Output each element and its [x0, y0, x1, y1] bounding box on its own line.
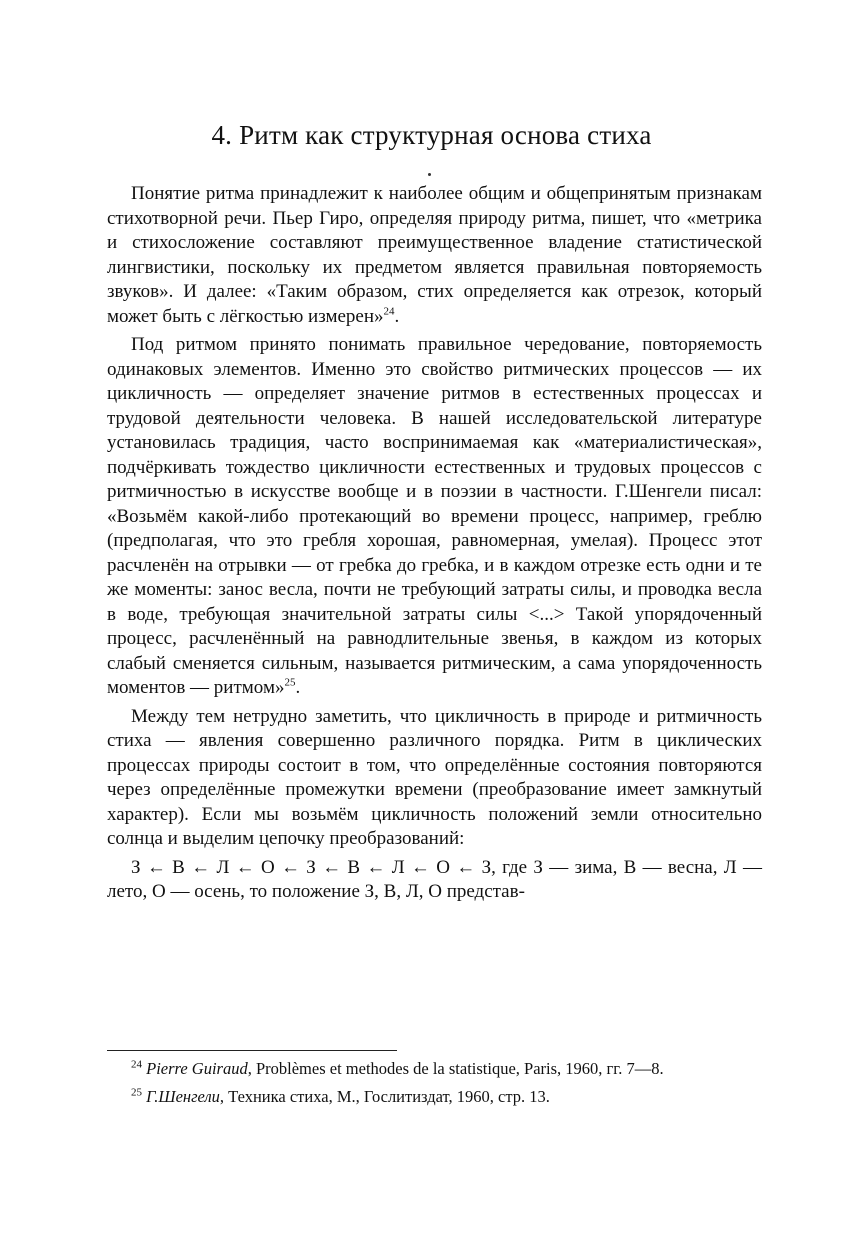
footnote — [107, 1086, 762, 1108]
footnote-ref[interactable]: 24 — [383, 305, 395, 318]
footnote-author: Pierre Guiraud — [146, 1059, 248, 1078]
stray-dot — [428, 173, 431, 176]
footnote-text: , Техника стиха, М., Гослитиздат, 1960, стр. 13. — [219, 1087, 550, 1106]
footnote-text: , Problèmes et methodes de la statistique, Paris, 1960, гг. 7—8. — [247, 1059, 664, 1078]
paragraph: Между тем нетрудно заметить, что цикличность в природе и ритмичность стиха — явления совершенно различного порядка. Ритм в циклических процессах природы состоит в том, что определённые состояния повторяются через определённые промежутки времени (преобразование имеет замкнутый характер). Если мы возьмём цикличность положений земли относительно солнца и выделим цепочку преобразований: — [107, 705, 762, 849]
paragraph: Под ритмом принято понимать правильное чередование, повторяемость одинаковых элементов. Именно это свойство ритмических процессов — их цикличность — определяет значение ритмов в естественных процессах и трудовой деятельности человека. В нашей исследовательской литературе установилась традиция, часто воспринимаемая как «материалистическая», подчёркивать тождество цикличности естественных и трудовых процессов с ритмичностью в искусстве вообще и в поэзии в частности. Г.Шенгели писал: «Возьмём какой-либо протекающий во времени процесс, например, греблю (предполагая, что это гребля хорошая, равномерная, умелая). Процесс этот расчленён на отрывки — от гребка до гребка, и в каждом отрезке есть одни и те же моменты: занос весла, почти не требующий затраты силы, и проводка весла в воде, требующая значительной затраты силы <...> Такой упорядоченный процесс, расчленённый на равнодлительные звенья, в каждом из которых слабый сменяется сильным, называется ритмическим, а сама упорядоченность моментов — ритмом»$^{25}$. — [107, 334, 762, 698]
footnote — [107, 1058, 762, 1080]
paragraph: Понятие ритма принадлежит к наиболее общим и общепринятым признакам стихотворной речи. Пьер Гиро, определяя природу ритма, пишет, что «метрика и стихосложение составляют преимущественное владение статистической лингвистики, поскольку их предметом является правильная повторяемость звуков». И далее: «Таким образом, стих определяется как отрезок, который может быть с лёгкостью измерен»$^{24}$. — [107, 183, 762, 327]
footnote-author: Г.Шенгели — [146, 1087, 220, 1106]
footnote-number: 25 — [131, 1086, 142, 1099]
footnote-number: 24 — [131, 1058, 142, 1071]
chapter-title: 4. Ритм как структурная основа стиха — [211, 120, 652, 150]
footnotes — [107, 1058, 762, 1108]
paragraph: З ← В ← Л ← О ← З ← В ← Л ← О ← З, где З — зима, В — весна, Л — лето, О — осень, то положение З, В, Л, О представ- — [107, 856, 762, 902]
main-text — [107, 182, 762, 905]
footnote-divider — [107, 1050, 397, 1051]
footnote-ref[interactable]: 25 — [284, 676, 296, 689]
